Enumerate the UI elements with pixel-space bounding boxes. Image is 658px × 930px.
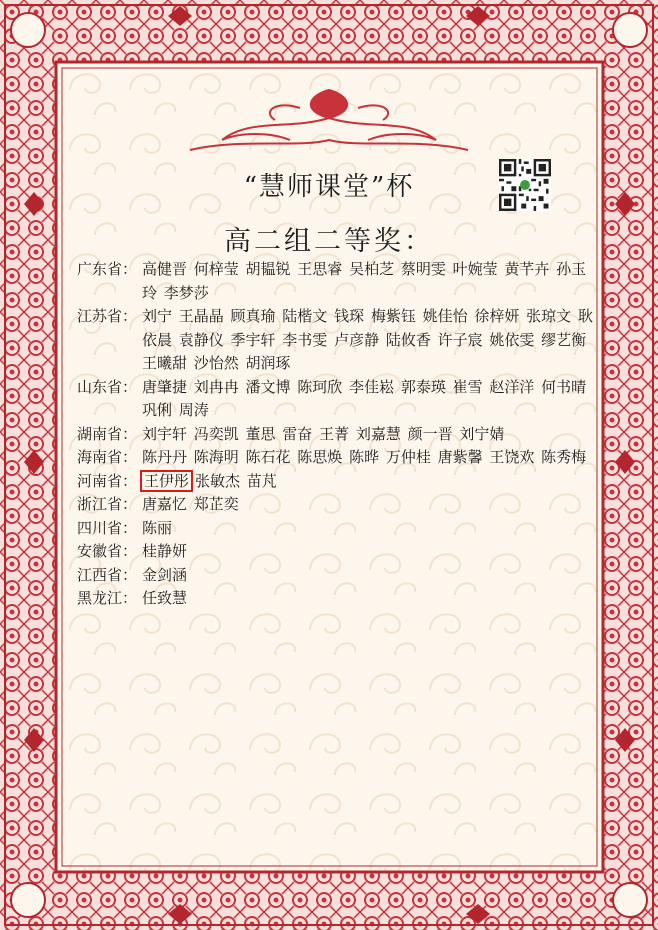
award-subtitle: 高二组二等奖： xyxy=(224,226,434,257)
award-row-henan xyxy=(77,470,597,494)
province-label: 河南省： xyxy=(77,471,138,490)
award-row-sichuan xyxy=(77,517,597,541)
award-row-anhui xyxy=(77,540,597,564)
award-row-hunan xyxy=(77,423,597,447)
award-row-guangdong xyxy=(77,258,597,305)
winner-names: 陈丹丹 陈海明 陈石花 陈思焕 陈晔 万仲桂 唐紫馨 王饶欢 陈秀梅 xyxy=(142,448,587,466)
winner-names: 陈丽 xyxy=(142,518,173,537)
award-row-jiangxi xyxy=(77,564,597,588)
qr-code xyxy=(499,159,551,211)
winner-names: 唐嘉忆 郑芷奕 xyxy=(142,495,239,513)
winner-names: 刘宁 王晶晶 顾真瑜 陆楷文 钱琛 梅紫钰 姚佳怡 徐梓妍 张琼文 耿依晨 袁静仪 季宇轩 李书雯 卢彦静 陆攸香 许子宸 姚依雯 缪艺衡 王曦甜 沙怡然 胡润琢 xyxy=(142,307,593,372)
certificate-title: “慧师课堂”杯 xyxy=(243,172,415,202)
winner-names: 金剑涵 xyxy=(142,565,188,584)
winner-names: 唐肇捷 刘冉冉 潘文博 陈珂欣 李佳崧 郭泰瑛 崔雪 赵洋洋 何书晴 巩俐 周涛 xyxy=(142,377,587,419)
province-label: 黑龙江： xyxy=(77,589,138,607)
province-label: 四川省： xyxy=(77,518,138,537)
award-row-shandong xyxy=(77,376,597,423)
winner-names: 高健晋 何梓莹 胡韫锐 王思睿 吴柏芝 蔡明雯 叶婉莹 黄芊卉 孙玉玲 李梦莎 xyxy=(142,260,587,302)
province-label: 广东省： xyxy=(77,260,138,278)
winner-names xyxy=(142,470,597,494)
province-label: 湖南省： xyxy=(77,424,138,443)
winner-names: 刘宇轩 冯奕凯 董思 雷奋 王菁 刘嘉慧 颜一晋 刘宁婧 xyxy=(142,424,505,443)
highlighted-name: 王伊彤 xyxy=(144,471,190,490)
province-label: 海南省： xyxy=(77,448,138,466)
province-label: 江苏省： xyxy=(77,307,138,325)
other-names: 张敏杰 苗芃 xyxy=(195,471,277,490)
winner-names: 任致慧 xyxy=(142,589,188,607)
award-row-heilongjiang xyxy=(77,587,597,611)
province-label: 江西省： xyxy=(77,565,138,584)
award-row-zhejiang xyxy=(77,493,597,517)
winner-names: 桂静妍 xyxy=(142,542,188,560)
province-label: 山东省： xyxy=(77,377,138,396)
province-label: 浙江省： xyxy=(77,495,138,513)
award-row-hainan xyxy=(77,446,597,470)
award-list xyxy=(77,258,597,611)
province-label: 安徽省： xyxy=(77,542,138,560)
award-row-jiangsu xyxy=(77,305,597,376)
